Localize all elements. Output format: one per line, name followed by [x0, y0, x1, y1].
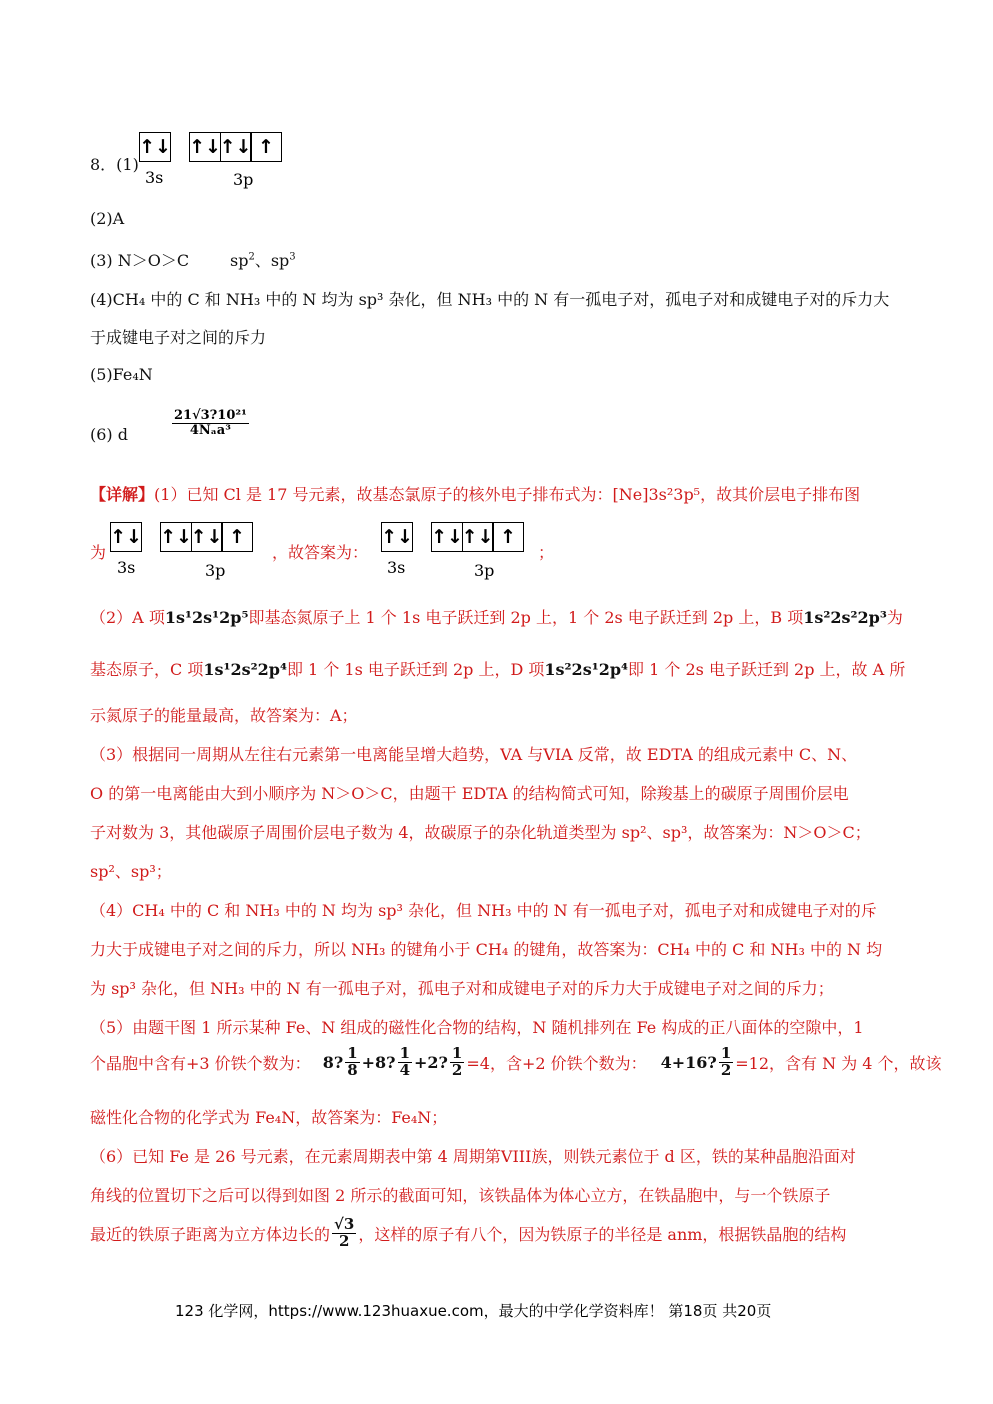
orbital-label-3s: 3s — [387, 558, 406, 577]
fraction-numerator: 1 — [720, 1044, 732, 1062]
q8-p6-fraction — [170, 409, 251, 437]
detail-p3-line4: sp²、sp³； — [90, 862, 172, 881]
fraction-denominator: 4 — [399, 1060, 410, 1079]
q8-p4-line1: (4)CH₄ 中的 C 和 NH₃ 中的 N 均为 sp³ 杂化，但 NH₃ 中的 N 有一孤电子对，孤电子对和成键电子对的斥力大 — [90, 290, 890, 309]
text: ，这样的原子有八个，因为铁原子的半径是 anm，根据铁晶胞的结构 — [358, 1224, 847, 1244]
detail-line2-end: ； — [538, 543, 555, 562]
text: 个晶胞中含有+3 价铁个数为： — [90, 1053, 311, 1073]
math-expr: +2? — [414, 1052, 448, 1072]
fraction-denominator: 4Nₐa³ — [189, 422, 231, 438]
text: =12，含有 N 为 4 个，故该 — [735, 1053, 942, 1073]
fraction-denominator: 2 — [720, 1060, 732, 1079]
orbital-label-3p: 3p — [205, 561, 226, 580]
detail-line2-pre: 为 — [90, 543, 107, 562]
fraction-numerator: 1 — [399, 1044, 410, 1062]
text: 即 1 个 1s 电子跃迁到 2p 上，D 项 — [286, 660, 545, 679]
detail-p5-line3: 磁性化合物的化学式为 Fe₄N，故答案为：Fe₄N； — [90, 1108, 448, 1127]
text: （2）A 项 — [90, 608, 165, 627]
fraction-numerator: 21√3?10²¹ — [174, 408, 247, 423]
orbital-3p — [189, 132, 282, 162]
detail-line1-text: (1）已知 Cl 是 17 号元素，故基态氯原子的核外电子排布式为：[Ne]3s²3p⁵，故其价层电子排布图 — [154, 485, 861, 504]
detail-line1 — [90, 482, 860, 505]
orbital-label-3p: 3p — [233, 170, 254, 189]
detail-p4-line1: （4）CH₄ 中的 C 和 NH₃ 中的 N 均为 sp³ 杂化，但 NH₃ 中的 N 有一孤电子对，孤电子对和成键电子对的斥 — [90, 901, 877, 920]
electron-config: 1s¹2s²2p⁴ — [203, 660, 287, 679]
detail-p5-line1: （5）由题干图 1 所示某种 Fe、N 组成的磁性化合物的结构，N 随机排列在 Fe 构成的正八面体的空隙中，1 — [90, 1018, 864, 1037]
fraction-denominator: 8 — [347, 1060, 358, 1079]
q8-p1-label: 8．(1) — [90, 155, 139, 174]
orbital-3s — [139, 132, 171, 162]
fraction-numerator: √3 — [334, 1215, 355, 1233]
q8-p6-label: (6) d — [90, 425, 128, 444]
text: =4，含+2 价铁个数为： — [466, 1053, 647, 1073]
fraction-numerator: 1 — [451, 1044, 463, 1062]
orbital-3s-detail-b — [381, 522, 413, 552]
orbital-3p-detail-a — [160, 522, 253, 552]
fraction-denominator: 2 — [451, 1060, 463, 1079]
text: 即 1 个 2s 电子跃迁到 2p 上，故 A 所 — [628, 660, 906, 679]
orbital-box: ↑ — [221, 522, 253, 552]
q8-p3-order: (3) N＞O＞C — [90, 251, 190, 270]
math-expr: 4+16? — [660, 1052, 717, 1072]
detail-p2-line2 — [90, 657, 905, 680]
detail-p4-line2: 力大于成键电子对之间的斥力，所以 NH₃ 的键角小于 CH₄ 的键角，故答案为：CH₄ 中的 C 和 NH₃ 中的 N 均 — [90, 940, 883, 959]
detail-p2-line1 — [90, 605, 903, 628]
orbital-box: ↑↓ — [431, 522, 463, 552]
detail-p3-line2: O 的第一电离能由大到小顺序为 N＞O＞C，由题干 EDTA 的结构简式可知，除羧基上的碳原子周围价层电 — [90, 784, 849, 803]
q8-p3-sp: 、sp — [254, 251, 290, 270]
orbital-box: ↑↓ — [139, 132, 171, 162]
detail-p4-line3: 为 sp³ 杂化，但 NH₃ 中的 N 有一孤电子对，孤电子对和成键电子对的斥力大于成键电子对之间的斥力； — [90, 979, 834, 998]
fraction-denominator: 2 — [338, 1231, 350, 1250]
detail-p6-line1: （6）已知 Fe 是 26 号元素，在元素周期表中第 4 周期第VIII族，则铁元素位于 d 区，铁的某种晶胞沿面对 — [90, 1147, 856, 1166]
detail-p2-line3: 示氮原子的能量最高，故答案为：A； — [90, 706, 358, 725]
q8-p3-hybrid — [230, 248, 296, 271]
detail-line2-mid: ，故答案为： — [272, 543, 369, 562]
electron-config: 1s²2s²2p³ — [803, 608, 887, 627]
detail-p3-line3: 子对数为 3，其他碳原子周围价层电子数为 4，故碳原子的杂化轨道类型为 sp²、sp³，故答案为：N＞O＞C； — [90, 823, 871, 842]
orbital-box: ↑ — [250, 132, 282, 162]
q8-p4-line2: 于成键电子对之间的斥力 — [90, 328, 267, 347]
detail-p3-line1: （3）根据同一周期从左往右元素第一电离能呈增大趋势，VA 与VIA 反常，故 EDTA 的组成元素中 C、N、 — [90, 745, 858, 764]
orbital-box: ↑↓ — [160, 522, 192, 552]
text: 最近的铁原子距离为立方体边长的 — [90, 1224, 331, 1244]
q8-p2: (2)A — [90, 209, 125, 228]
detail-tag: 【详解】 — [90, 485, 155, 504]
text: 为 — [886, 608, 903, 627]
q8-p3-sup: 2 — [248, 251, 255, 263]
orbital-box: ↑↓ — [462, 522, 494, 552]
detail-p5-line2 — [90, 1046, 942, 1079]
detail-p6-line2: 角线的位置切下之后可以得到如图 2 所示的截面可知，该铁晶体为体心立方，在铁晶胞中，与一个铁原子 — [90, 1186, 831, 1205]
orbital-box: ↑↓ — [110, 522, 142, 552]
orbital-box: ↑↓ — [381, 522, 413, 552]
orbital-box: ↑↓ — [220, 132, 252, 162]
math-expr: 8? — [322, 1052, 344, 1072]
orbital-box: ↑ — [492, 522, 524, 552]
orbital-3s-detail-a — [110, 522, 142, 552]
orbital-label-3s: 3s — [117, 558, 136, 577]
orbital-label-3p: 3p — [474, 561, 495, 580]
q8-p3-sp: sp — [230, 251, 249, 270]
orbital-box: ↑↓ — [189, 132, 221, 162]
page-footer: 123 化学网，https://www.123huaxue.com，最大的中学化学资料库！ 第18页 共20页 — [175, 1302, 772, 1320]
math-expr: +8? — [361, 1052, 396, 1072]
orbital-3p-detail-b — [431, 522, 524, 552]
orbital-label-3s: 3s — [145, 168, 164, 187]
text: 即基态氮原子上 1 个 1s 电子跃迁到 2p 上，1 个 2s 电子跃迁到 2p 上，B 项 — [248, 608, 804, 627]
q8-p5: (5)Fe₄N — [90, 365, 153, 384]
electron-config: 1s²2s¹2p⁴ — [544, 660, 629, 679]
detail-p6-line3 — [90, 1217, 846, 1250]
q8-p3-sup: 3 — [289, 251, 296, 263]
text: 基态原子，C 项 — [90, 660, 204, 679]
orbital-box: ↑↓ — [191, 522, 223, 552]
electron-config: 1s¹2s¹2p⁵ — [164, 608, 249, 627]
fraction-numerator: 1 — [347, 1044, 358, 1062]
